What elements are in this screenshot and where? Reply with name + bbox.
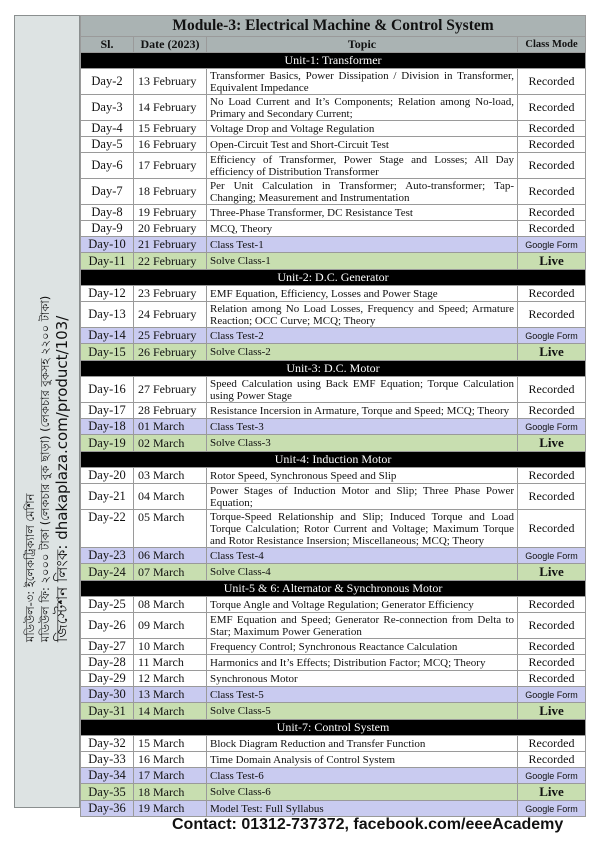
date-cell: 21 February xyxy=(134,237,207,253)
topic-cell: Solve Class-4 xyxy=(207,564,518,581)
col-header-topic: Topic xyxy=(207,37,518,53)
class-mode-cell: Live xyxy=(518,253,586,270)
unit-title: Unit-2: D.C. Generator xyxy=(81,270,586,286)
schedule-row xyxy=(81,736,586,752)
class-mode-cell: Recorded xyxy=(518,137,586,153)
col-header-sl: Sl. xyxy=(81,37,134,53)
schedule-row xyxy=(81,510,586,548)
schedule-row xyxy=(81,95,586,121)
date-cell: 22 February xyxy=(134,253,207,270)
class-mode-cell: Google Form xyxy=(518,687,586,703)
date-cell: 18 March xyxy=(134,784,207,801)
topic-cell: Class Test-1 xyxy=(207,237,518,253)
topic-cell: Relation among No Load Losses, Frequency and Speed; Armature Reaction; OCC Curve; MCQ; Theory xyxy=(207,302,518,328)
class-mode-cell: Recorded xyxy=(518,377,586,403)
class-mode-cell: Recorded xyxy=(518,221,586,237)
class-mode-cell: Recorded xyxy=(518,286,586,302)
unit-header-row xyxy=(81,270,586,286)
day-cell: Day-3 xyxy=(81,95,134,121)
schedule-row xyxy=(81,328,586,344)
date-cell: 18 February xyxy=(134,179,207,205)
class-mode-cell: Recorded xyxy=(518,752,586,768)
date-cell: 11 March xyxy=(134,655,207,671)
class-mode-cell: Recorded xyxy=(518,613,586,639)
schedule-row xyxy=(81,137,586,153)
topic-cell: Model Test: Full Syllabus xyxy=(207,801,518,817)
class-mode-cell: Live xyxy=(518,784,586,801)
class-mode-cell: Google Form xyxy=(518,548,586,564)
schedule-row xyxy=(81,69,586,95)
schedule-row xyxy=(81,205,586,221)
topic-cell: MCQ, Theory xyxy=(207,221,518,237)
date-cell: 08 March xyxy=(134,597,207,613)
class-mode-cell: Recorded xyxy=(518,639,586,655)
day-cell: Day-17 xyxy=(81,403,134,419)
class-mode-cell: Google Form xyxy=(518,801,586,817)
topic-cell: Solve Class-1 xyxy=(207,253,518,270)
class-mode-cell: Recorded xyxy=(518,179,586,205)
day-cell: Day-4 xyxy=(81,121,134,137)
topic-cell: Synchronous Motor xyxy=(207,671,518,687)
class-mode-cell: Google Form xyxy=(518,768,586,784)
topic-cell: Open-Circuit Test and Short-Circuit Test xyxy=(207,137,518,153)
schedule-row xyxy=(81,613,586,639)
day-cell: Day-6 xyxy=(81,153,134,179)
date-cell: 13 February xyxy=(134,69,207,95)
topic-cell: Time Domain Analysis of Control System xyxy=(207,752,518,768)
date-cell: 26 February xyxy=(134,344,207,361)
topic-cell: EMF Equation, Efficiency, Losses and Power Stage xyxy=(207,286,518,302)
topic-cell: Harmonics and It’s Effects; Distribution Factor; MCQ; Theory xyxy=(207,655,518,671)
day-cell: Day-33 xyxy=(81,752,134,768)
date-cell: 23 February xyxy=(134,286,207,302)
topic-cell: Block Diagram Reduction and Transfer Function xyxy=(207,736,518,752)
topic-cell: Class Test-5 xyxy=(207,687,518,703)
class-mode-cell: Recorded xyxy=(518,510,586,548)
unit-title: Unit-7: Control System xyxy=(81,720,586,736)
topic-cell: Class Test-6 xyxy=(207,768,518,784)
schedule-row xyxy=(81,286,586,302)
day-cell: Day-12 xyxy=(81,286,134,302)
day-cell: Day-32 xyxy=(81,736,134,752)
schedule-row xyxy=(81,468,586,484)
topic-cell: Transformer Basics, Power Dissipation / Division in Transformer, Equivalent Impedance xyxy=(207,69,518,95)
schedule-row xyxy=(81,752,586,768)
class-mode-cell: Recorded xyxy=(518,403,586,419)
schedule-table xyxy=(80,15,586,817)
unit-title: Unit-4: Induction Motor xyxy=(81,452,586,468)
unit-title: Unit-3: D.C. Motor xyxy=(81,361,586,377)
day-cell: Day-2 xyxy=(81,69,134,95)
day-cell: Day-16 xyxy=(81,377,134,403)
date-cell: 24 February xyxy=(134,302,207,328)
schedule-row xyxy=(81,237,586,253)
class-mode-cell: Recorded xyxy=(518,468,586,484)
day-cell: Day-26 xyxy=(81,613,134,639)
day-cell: Day-30 xyxy=(81,687,134,703)
schedule-row xyxy=(81,344,586,361)
schedule-row xyxy=(81,655,586,671)
schedule-row xyxy=(81,784,586,801)
class-mode-cell: Recorded xyxy=(518,655,586,671)
day-cell: Day-14 xyxy=(81,328,134,344)
date-cell: 13 March xyxy=(134,687,207,703)
topic-cell: Torque-Speed Relationship and Slip; Induced Torque and Load Torque Calculation; Rotor Current and Voltage; Maximum Torque and Rotor Resistance Insersion; Miscellaneous; MCQ; Theory xyxy=(207,510,518,548)
day-cell: Day-7 xyxy=(81,179,134,205)
day-cell: Day-13 xyxy=(81,302,134,328)
unit-title: Unit-1: Transformer xyxy=(81,53,586,69)
day-cell: Day-24 xyxy=(81,564,134,581)
schedule-row xyxy=(81,768,586,784)
class-mode-cell: Live xyxy=(518,703,586,720)
class-mode-cell: Google Form xyxy=(518,328,586,344)
topic-cell: Rotor Speed, Synchronous Speed and Slip xyxy=(207,468,518,484)
schedule-row xyxy=(81,687,586,703)
class-mode-cell: Recorded xyxy=(518,671,586,687)
schedule-row xyxy=(81,153,586,179)
col-header-date: Date (2023) xyxy=(134,37,207,53)
contact-footer: Contact: 01312-737372, facebook.com/eeeAcademy xyxy=(172,816,564,833)
class-mode-cell: Recorded xyxy=(518,484,586,510)
registration-link[interactable]: জিস্টেশন লিংক: dhakaplaza.com/product/103/ xyxy=(53,315,71,642)
date-cell: 16 March xyxy=(134,752,207,768)
schedule-row xyxy=(81,548,586,564)
class-mode-cell: Live xyxy=(518,564,586,581)
unit-header-row xyxy=(81,361,586,377)
date-cell: 28 February xyxy=(134,403,207,419)
schedule-row xyxy=(81,484,586,510)
topic-cell: Solve Class-5 xyxy=(207,703,518,720)
schedule-row xyxy=(81,302,586,328)
date-cell: 20 February xyxy=(134,221,207,237)
schedule-row xyxy=(81,121,586,137)
date-cell: 12 March xyxy=(134,671,207,687)
topic-cell: Three-Phase Transformer, DC Resistance Test xyxy=(207,205,518,221)
schedule-row xyxy=(81,564,586,581)
schedule-row xyxy=(81,403,586,419)
unit-header-row xyxy=(81,53,586,69)
date-cell: 16 February xyxy=(134,137,207,153)
date-cell: 25 February xyxy=(134,328,207,344)
day-cell: Day-28 xyxy=(81,655,134,671)
topic-cell: Class Test-3 xyxy=(207,419,518,435)
class-mode-cell: Recorded xyxy=(518,302,586,328)
topic-cell: Efficiency of Transformer, Power Stage and Losses; All Day efficiency of Distribution Transformer xyxy=(207,153,518,179)
unit-title: Unit-5 & 6: Alternator & Synchronous Motor xyxy=(81,581,586,597)
day-cell: Day-36 xyxy=(81,801,134,817)
schedule-row xyxy=(81,639,586,655)
day-cell: Day-20 xyxy=(81,468,134,484)
topic-cell: Torque Angle and Voltage Regulation; Generator Efficiency xyxy=(207,597,518,613)
schedule-row xyxy=(81,221,586,237)
schedule-row xyxy=(81,419,586,435)
schedule-row xyxy=(81,671,586,687)
day-cell: Day-19 xyxy=(81,435,134,452)
day-cell: Day-25 xyxy=(81,597,134,613)
day-cell: Day-29 xyxy=(81,671,134,687)
topic-cell: Solve Class-3 xyxy=(207,435,518,452)
date-cell: 02 March xyxy=(134,435,207,452)
date-cell: 07 March xyxy=(134,564,207,581)
day-cell: Day-8 xyxy=(81,205,134,221)
date-cell: 09 March xyxy=(134,613,207,639)
date-cell: 15 March xyxy=(134,736,207,752)
topic-cell: Class Test-2 xyxy=(207,328,518,344)
topic-cell: Frequency Control; Synchronous Reactance Calculation xyxy=(207,639,518,655)
topic-cell: No Load Current and It’s Components; Relation among No-load, Primary and Secondary Current; xyxy=(207,95,518,121)
topic-cell: Class Test-4 xyxy=(207,548,518,564)
sidebar-text xyxy=(23,32,71,792)
class-mode-cell: Recorded xyxy=(518,95,586,121)
date-cell: 05 March xyxy=(134,510,207,548)
day-cell: Day-23 xyxy=(81,548,134,564)
schedule-row xyxy=(81,435,586,452)
day-cell: Day-10 xyxy=(81,237,134,253)
day-cell: Day-18 xyxy=(81,419,134,435)
date-cell: 19 February xyxy=(134,205,207,221)
date-cell: 04 March xyxy=(134,484,207,510)
schedule-body xyxy=(81,53,586,817)
topic-cell: Per Unit Calculation in Transformer; Auto-transformer; Tap-Changing; Measurement and Instrumentation xyxy=(207,179,518,205)
class-mode-cell: Google Form xyxy=(518,419,586,435)
date-cell: 17 February xyxy=(134,153,207,179)
topic-cell: Power Stages of Induction Motor and Slip; Three Phase Power Equation; xyxy=(207,484,518,510)
sidebar-banner xyxy=(14,15,80,808)
schedule-row xyxy=(81,377,586,403)
schedule-row xyxy=(81,253,586,270)
day-cell: Day-21 xyxy=(81,484,134,510)
schedule-row xyxy=(81,597,586,613)
day-cell: Day-11 xyxy=(81,253,134,270)
date-cell: 27 February xyxy=(134,377,207,403)
date-cell: 06 March xyxy=(134,548,207,564)
date-cell: 19 March xyxy=(134,801,207,817)
topic-cell: EMF Equation and Speed; Generator Re-connection from Delta to Star; Maximum Power Generation xyxy=(207,613,518,639)
unit-header-row xyxy=(81,452,586,468)
class-mode-cell: Recorded xyxy=(518,121,586,137)
topic-cell: Speed Calculation using Back EMF Equation; Torque Calculation using Power Stage xyxy=(207,377,518,403)
class-mode-cell: Recorded xyxy=(518,736,586,752)
col-header-class-mode: Class Mode xyxy=(518,37,586,53)
day-cell: Day-27 xyxy=(81,639,134,655)
class-mode-cell: Recorded xyxy=(518,597,586,613)
page-title: Module-3: Electrical Machine & Control System xyxy=(81,16,586,37)
day-cell: Day-5 xyxy=(81,137,134,153)
date-cell: 03 March xyxy=(134,468,207,484)
date-cell: 10 March xyxy=(134,639,207,655)
day-cell: Day-9 xyxy=(81,221,134,237)
date-cell: 17 March xyxy=(134,768,207,784)
module-name-bangla: মডিউল-৩: ইলেকট্রিক্যাল মেশিন xyxy=(23,493,37,642)
class-mode-cell: Live xyxy=(518,344,586,361)
day-cell: Day-15 xyxy=(81,344,134,361)
topic-cell: Voltage Drop and Voltage Regulation xyxy=(207,121,518,137)
class-mode-cell: Recorded xyxy=(518,205,586,221)
unit-header-row xyxy=(81,581,586,597)
day-cell: Day-22 xyxy=(81,510,134,548)
day-cell: Day-31 xyxy=(81,703,134,720)
schedule-row xyxy=(81,703,586,720)
class-mode-cell: Recorded xyxy=(518,153,586,179)
date-cell: 15 February xyxy=(134,121,207,137)
class-mode-cell: Live xyxy=(518,435,586,452)
unit-header-row xyxy=(81,720,586,736)
class-mode-cell: Google Form xyxy=(518,237,586,253)
module-fee-bangla: মডিউল ফি: ২০০০ টাকা (লেকচার বুক ছাড়া) (লেকচার বুকসহ ২২০০ টাকা) xyxy=(38,295,52,642)
topic-cell: Solve Class-6 xyxy=(207,784,518,801)
topic-cell: Solve Class-2 xyxy=(207,344,518,361)
class-mode-cell: Recorded xyxy=(518,69,586,95)
date-cell: 01 March xyxy=(134,419,207,435)
schedule-row xyxy=(81,801,586,817)
date-cell: 14 February xyxy=(134,95,207,121)
day-cell: Day-34 xyxy=(81,768,134,784)
date-cell: 14 March xyxy=(134,703,207,720)
topic-cell: Resistance Incersion in Armature, Torque and Speed; MCQ; Theory xyxy=(207,403,518,419)
schedule-row xyxy=(81,179,586,205)
day-cell: Day-35 xyxy=(81,784,134,801)
